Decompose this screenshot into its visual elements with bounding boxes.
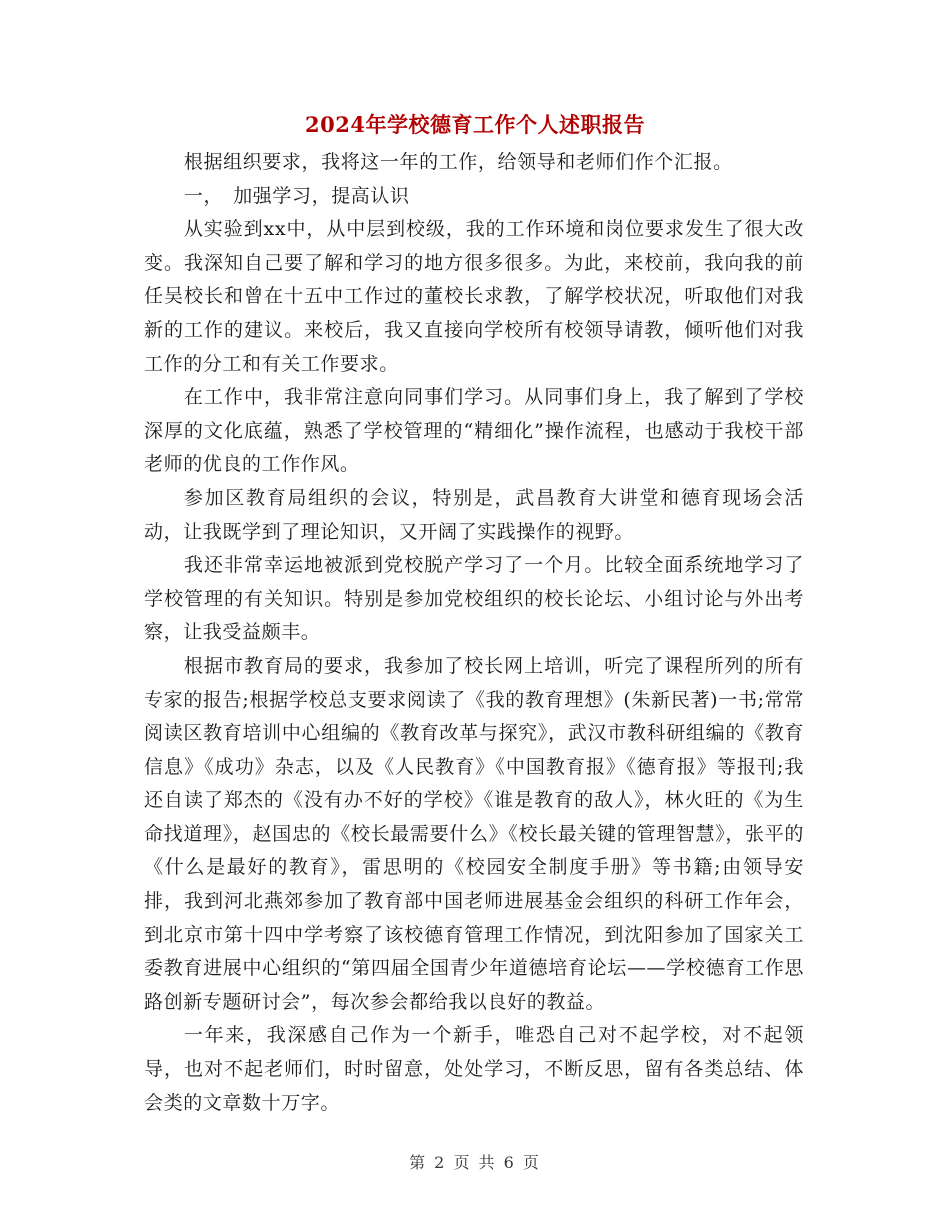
paragraph-intro: 根据组织要求，我将这一年的工作，给领导和老师们作个汇报。 — [183, 151, 733, 173]
document-title: 2024年学校德育工作个人述职报告 — [305, 112, 645, 137]
page-footer: 第 2 页 共 6 页 — [409, 1153, 541, 1172]
paragraph-1: 从实验到xx中，从中层到校级，我的工作环境和岗位要求发生了很大改变。我深知自己要了解和学习的地方很多很多。为此，来校前，我向我的前任吴校长和曾在十五中工作过的董校长求教，了解学校状况，听取他们对我新的工作的建议。来校后，我又直接向学校所有校领导请教，倾听他们对我工作的分工和有关工作要求。 — [144, 218, 804, 375]
paragraph-3: 参加区教育局组织的会议，特别是，武昌教育大讲堂和德育现场会活动，让我既学到了理论知识，又开阔了实践操作的视野。 — [144, 486, 804, 543]
paragraph-6: 一年来，我深感自己作为一个新手，唯恐自己对不起学校，对不起领导，也对不起老师们，时时留意，处处学习，不断反思，留有各类总结、体会类的文章数十万字。 — [144, 1024, 804, 1114]
section-heading-1: 一， 加强学习，提高认识 — [183, 184, 410, 207]
document-body — [144, 146, 804, 1120]
paragraph-5: 根据市教育局的要求，我参加了校长网上培训，听完了课程所列的所有专家的报告;根据学校总支要求阅读了《我的教育理想》(朱新民著)一书;常常阅读区教育培训中心组编的《教育改革与探究》，武汉市教科研组编的《教育信息》《成功》杂志，以及《人民教育》《中国教育报》《德育报》等报刊;我还自读了郑杰的《没有办不好的学校》《谁是教育的敌人》，林火旺的《为生命找道理》，赵国忠的《校长最需要什么》《校长最关键的管理智慧》，张平的《什么是最好的教育》，雷思明的《校园安全制度手册》等书籍;由领导安排，我到河北燕郊参加了教育部中国老师进展基金会组织的科研工作年会，到北京市第十四中学考察了该校德育管理工作情况，到沈阳参加了国家关工委教育进展中心组织的“第四届全国青少年道德培育论坛——学校德育工作思路创新专题研讨会”，每次参会都给我以良好的教益。 — [144, 654, 804, 1013]
paragraph-4: 我还非常幸运地被派到党校脱产学习了一个月。比较全面系统地学习了学校管理的有关知识。特别是参加党校组织的校长论坛、小组讨论与外出考察，让我受益颇丰。 — [144, 554, 804, 644]
paragraph-2: 在工作中，我非常注意向同事们学习。从同事们身上，我了解到了学校深厚的文化底蕴，熟悉了学校管理的“精细化”操作流程，也感动于我校干部老师的优良的工作作风。 — [144, 386, 804, 476]
